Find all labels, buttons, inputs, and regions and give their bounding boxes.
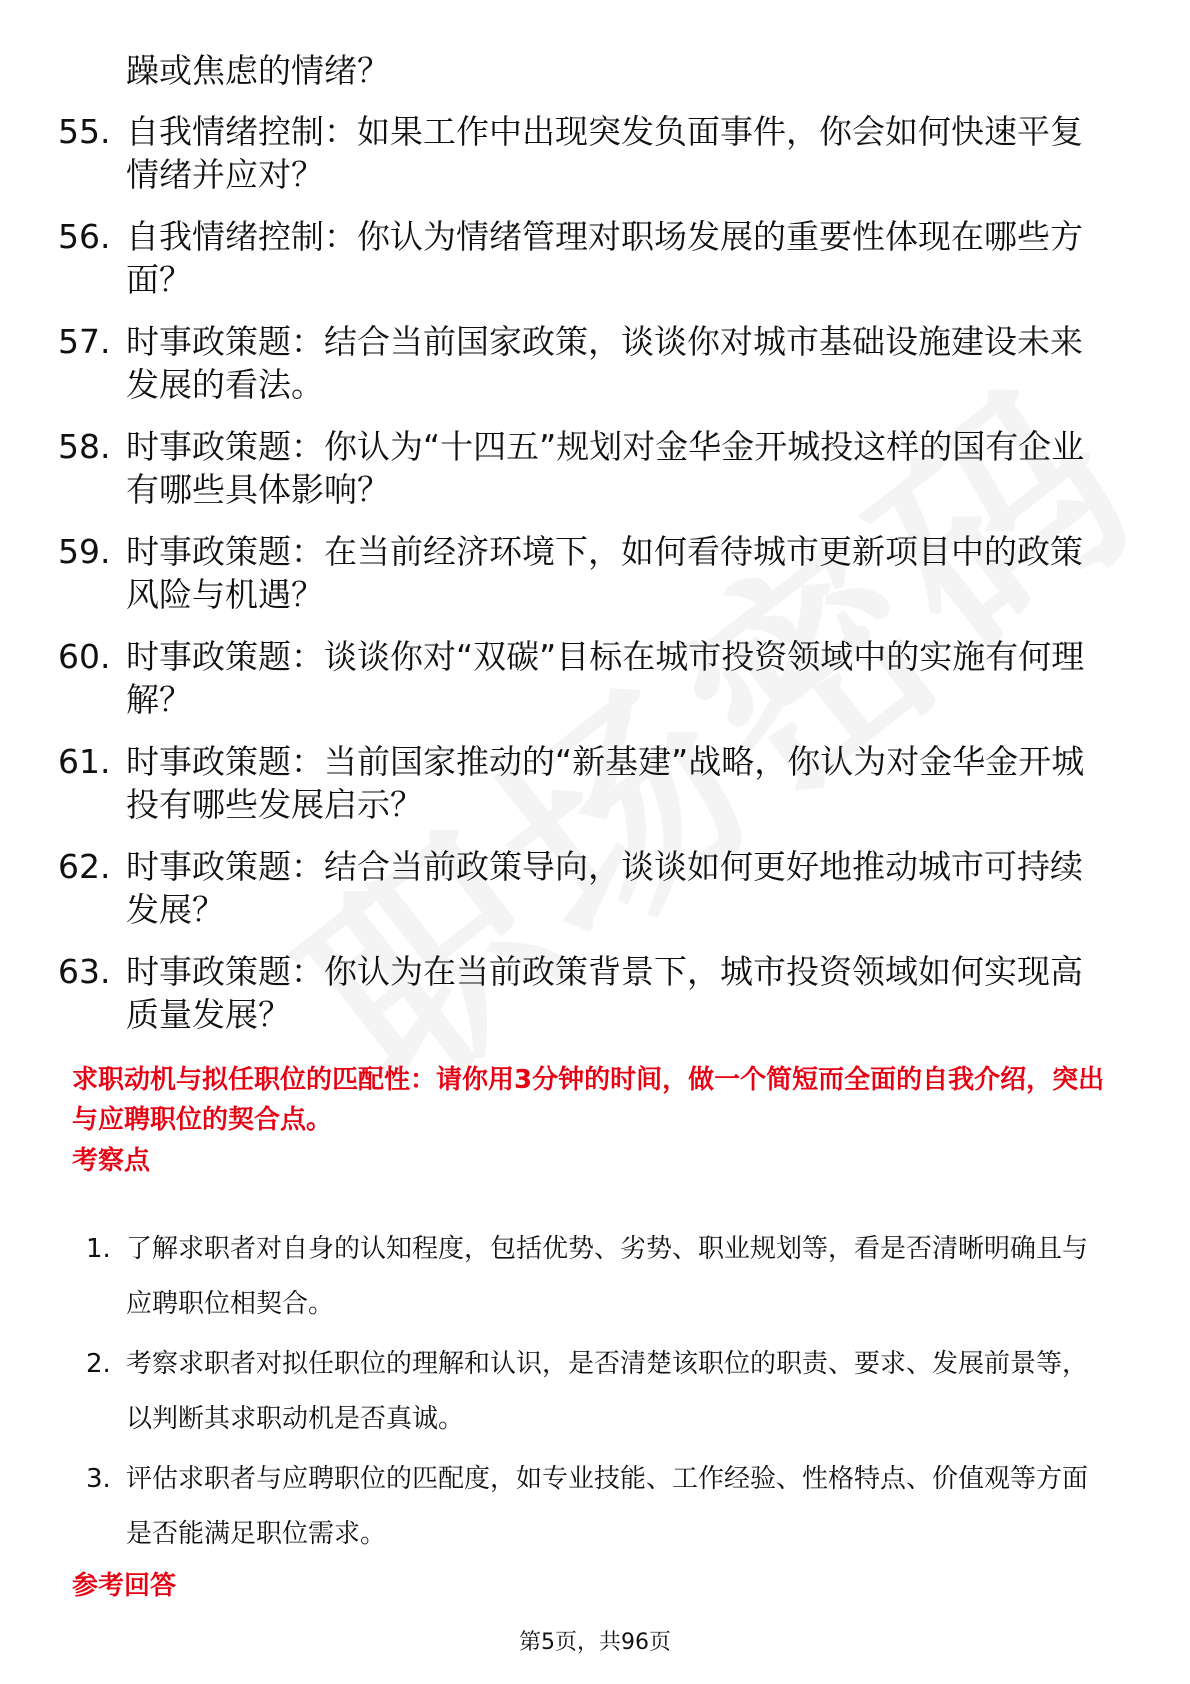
question-text: 自我情绪控制：你认为情绪管理对职场发展的重要性体现在哪些方面？ — [126, 217, 1083, 299]
question-number: 59. — [58, 532, 111, 571]
question-text: 自我情绪控制：如果工作中出现突发负面事件，你会如何快速平复情绪并应对？ — [126, 112, 1083, 194]
point-number: 2. — [86, 1349, 111, 1379]
examine-point — [0, 1337, 1190, 1447]
point-number: 1. — [86, 1234, 111, 1264]
question-number: 61. — [58, 742, 111, 781]
question-text: 时事政策题：结合当前政策导向，谈谈如何更好地推动城市可持续发展？ — [126, 847, 1083, 929]
question-number: 55. — [58, 112, 111, 151]
continuation-text: 躁或焦虑的情绪？ — [126, 51, 390, 90]
examine-point — [0, 1222, 1190, 1332]
point-text: 评估求职者与应聘职位的匹配度，如专业技能、工作经验、性格特点、价值观等方面是否能满足职位需求。 — [126, 1464, 1089, 1549]
question-number: 60. — [58, 637, 111, 676]
question-number: 58. — [58, 427, 111, 466]
question-number: 56. — [58, 217, 111, 256]
examine-point-list — [0, 1222, 1190, 1567]
answer-heading: 参考回答 — [72, 1571, 177, 1601]
point-text: 了解求职者对自身的认知程度，包括优势、劣势、职业规划等，看是否清晰明确且与应聘职位相契合。 — [126, 1234, 1089, 1319]
question-item — [0, 215, 1190, 301]
question-text: 时事政策题：你认为“十四五”规划对金华金开城投这样的国有企业有哪些具体影响？ — [126, 427, 1085, 509]
question-item — [0, 425, 1190, 511]
question-item — [0, 320, 1190, 406]
question-item — [0, 530, 1190, 616]
question-text: 时事政策题：你认为在当前政策背景下，城市投资领域如何实现高质量发展？ — [126, 952, 1083, 1034]
point-number: 3. — [86, 1464, 111, 1494]
question-text: 时事政策题：当前国家推动的“新基建”战略，你认为对金华金开城投有哪些发展启示？ — [126, 742, 1085, 824]
point-text: 考察求职者对拟任职位的理解和认识，是否清楚该职位的职责、要求、发展前景等，以判断其求职动机是否真诚。 — [126, 1349, 1089, 1434]
question-item — [0, 845, 1190, 931]
question-item — [0, 740, 1190, 826]
question-item — [0, 635, 1190, 721]
question-number: 62. — [58, 847, 111, 886]
question-text: 时事政策题：谈谈你对“双碳”目标在城市投资领域中的实施有何理解？ — [126, 637, 1085, 719]
section-title: 求职动机与拟任职位的匹配性：请你用3分钟的时间，做一个简短而全面的自我介绍，突出与应聘职位的契合点。 — [72, 1065, 1105, 1135]
examine-point — [0, 1452, 1190, 1562]
question-item — [0, 950, 1190, 1036]
question-item — [0, 110, 1190, 196]
question-text: 时事政策题：在当前经济环境下，如何看待城市更新项目中的政策风险与机遇？ — [126, 532, 1083, 614]
question-text: 时事政策题：结合当前国家政策，谈谈你对城市基础设施建设未来发展的看法。 — [126, 322, 1083, 404]
question-number: 57. — [58, 322, 111, 361]
question-number: 63. — [58, 952, 111, 991]
examine-heading: 考察点 — [72, 1146, 151, 1176]
question-list — [0, 110, 1190, 1055]
page-footer: 第5页，共96页 — [519, 1630, 671, 1655]
